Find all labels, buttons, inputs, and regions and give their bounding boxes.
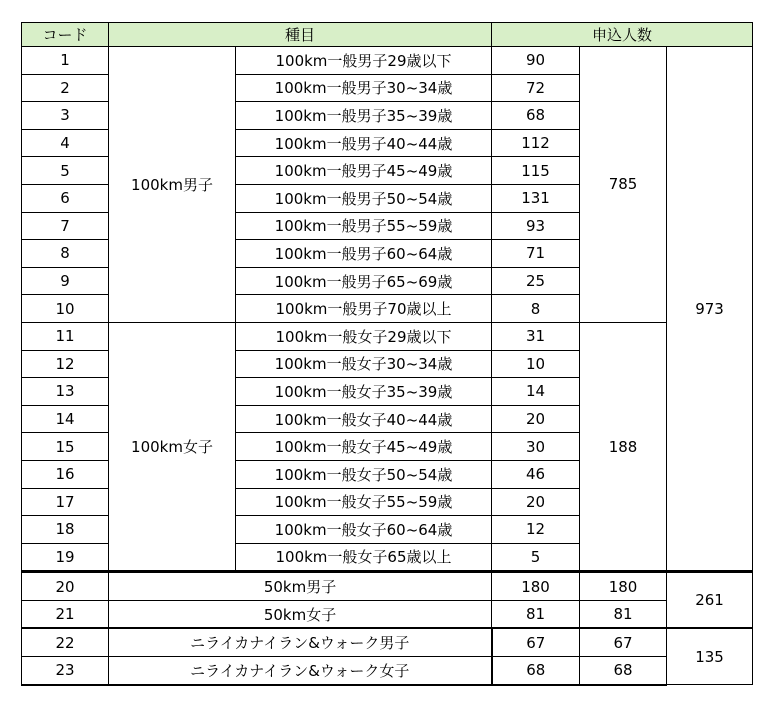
subtotal-cell: 81 [580,600,667,628]
count-cell: 25 [492,267,580,295]
count-cell: 112 [492,129,580,157]
count-cell: 81 [492,600,580,628]
table-row [22,657,753,685]
header-row [22,23,753,47]
code-cell: 16 [22,460,109,488]
group-name-men: 100km男子 [109,47,236,323]
code-cell: 6 [22,184,109,212]
count-cell: 20 [492,488,580,516]
registration-table [21,22,753,686]
event-cell: ニライカナイラン&ウォーク女子 [109,657,492,685]
group-subtotal-men: 785 [580,47,667,323]
table-row [22,628,753,656]
subtotal-cell: 180 [580,572,667,601]
count-cell: 14 [492,378,580,406]
code-cell: 19 [22,543,109,572]
count-cell: 71 [492,240,580,268]
event-cell: 100km一般男子55~59歳 [236,212,492,240]
total-walk: 135 [667,628,753,684]
event-cell: 100km一般女子50~54歳 [236,460,492,488]
code-cell: 10 [22,295,109,323]
event-cell: 100km一般女子55~59歳 [236,488,492,516]
code-cell: 2 [22,74,109,102]
table-row [22,322,753,350]
count-cell: 131 [492,184,580,212]
count-cell: 8 [492,295,580,323]
count-cell: 115 [492,157,580,185]
count-cell: 46 [492,460,580,488]
count-cell: 180 [492,572,580,601]
code-cell: 14 [22,405,109,433]
subtotal-cell: 68 [580,657,667,685]
table-row [22,47,753,75]
code-cell: 13 [22,378,109,406]
total-50km: 261 [667,572,753,629]
event-cell: 100km一般男子70歳以上 [236,295,492,323]
code-cell: 4 [22,129,109,157]
code-cell: 20 [22,572,109,601]
code-cell: 22 [22,628,109,656]
count-cell: 5 [492,543,580,572]
event-cell: 100km一般男子35~39歳 [236,102,492,130]
code-cell: 11 [22,322,109,350]
group-subtotal-women: 188 [580,322,667,571]
event-cell: 100km一般男子30~34歳 [236,74,492,102]
header-event: 種目 [109,23,492,47]
count-cell: 12 [492,516,580,544]
code-cell: 7 [22,212,109,240]
header-code: コード [22,23,109,47]
total-100km: 973 [667,47,753,572]
code-cell: 12 [22,350,109,378]
event-cell: 100km一般男子65~69歳 [236,267,492,295]
event-cell: 100km一般男子29歳以下 [236,47,492,75]
count-cell: 72 [492,74,580,102]
event-cell: ニライカナイラン&ウォーク男子 [109,628,492,656]
event-cell: 100km一般女子40~44歳 [236,405,492,433]
code-cell: 1 [22,47,109,75]
table-row [22,600,753,628]
event-cell: 100km一般女子29歳以下 [236,322,492,350]
count-cell: 67 [492,628,580,656]
event-cell: 50km女子 [109,600,492,628]
count-cell: 31 [492,322,580,350]
code-cell: 9 [22,267,109,295]
subtotal-cell: 67 [580,628,667,656]
group-name-women: 100km女子 [109,322,236,571]
code-cell: 3 [22,102,109,130]
table-row [22,572,753,601]
count-cell: 93 [492,212,580,240]
code-cell: 21 [22,600,109,628]
event-cell: 50km男子 [109,572,492,601]
event-cell: 100km一般女子60~64歳 [236,516,492,544]
event-cell: 100km一般女子45~49歳 [236,433,492,461]
code-cell: 15 [22,433,109,461]
count-cell: 10 [492,350,580,378]
count-cell: 20 [492,405,580,433]
header-applicants: 申込人数 [492,23,753,47]
code-cell: 23 [22,657,109,685]
event-cell: 100km一般男子45~49歳 [236,157,492,185]
count-cell: 68 [492,657,580,685]
count-cell: 30 [492,433,580,461]
event-cell: 100km一般男子40~44歳 [236,129,492,157]
event-cell: 100km一般女子65歳以上 [236,543,492,572]
code-cell: 5 [22,157,109,185]
code-cell: 8 [22,240,109,268]
event-cell: 100km一般男子50~54歳 [236,184,492,212]
count-cell: 68 [492,102,580,130]
event-cell: 100km一般男子60~64歳 [236,240,492,268]
event-cell: 100km一般女子35~39歳 [236,378,492,406]
code-cell: 18 [22,516,109,544]
count-cell: 90 [492,47,580,75]
event-cell: 100km一般女子30~34歳 [236,350,492,378]
code-cell: 17 [22,488,109,516]
